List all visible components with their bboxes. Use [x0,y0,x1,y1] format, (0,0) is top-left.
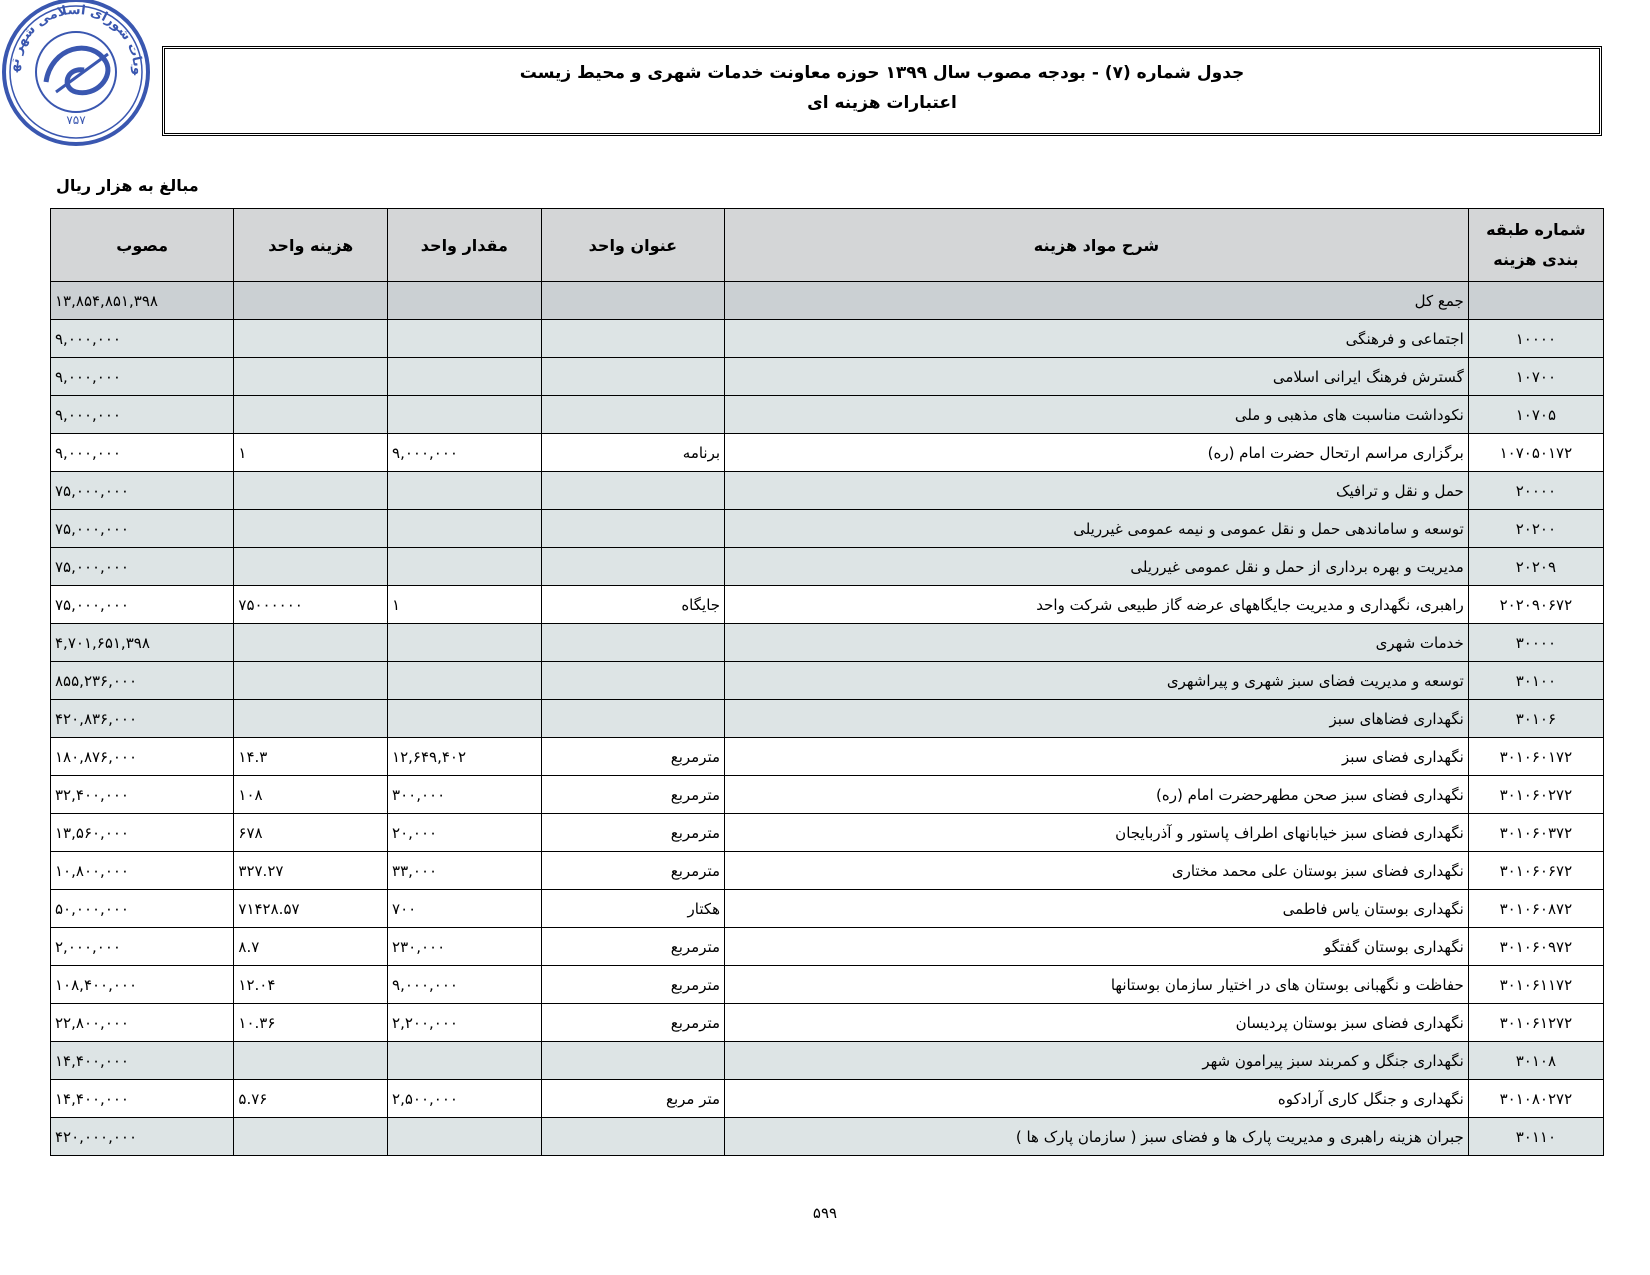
cell-code: ۳۰۱۰۶۰۲۷۲ [1468,776,1603,814]
cell-approved: ۱۰,۸۰۰,۰۰۰ [51,852,234,890]
cell-unit-title: جایگاه [541,586,724,624]
cell-unit-title: مترمربع [541,738,724,776]
cell-code: ۳۰۱۰۸۰۲۷۲ [1468,1080,1603,1118]
cell-description: نگهداری و جنگل کاری آرادکوه [725,1080,1469,1118]
cell-approved: ۹,۰۰۰,۰۰۰ [51,320,234,358]
cell-approved: ۷۵,۰۰۰,۰۰۰ [51,586,234,624]
cell-unit-qty: ۹,۰۰۰,۰۰۰ [388,966,542,1004]
cell-unit-qty: ۱ [388,586,542,624]
table-row [51,1080,1604,1118]
budget-table [50,208,1604,1156]
cell-unit-qty [388,472,542,510]
cell-unit-title: مترمربع [541,966,724,1004]
cell-unit-qty [388,320,542,358]
cell-unit-cost: ۱ [234,434,388,472]
cell-approved: ۱۴,۴۰۰,۰۰۰ [51,1042,234,1080]
col-header-unit-cost: هزینه واحد [234,209,388,282]
cell-description: جبران هزینه راهبری و مدیریت پارک ها و فضای سبز ( سازمان پارک ها ) [725,1118,1469,1156]
cell-description: نگهداری فضای سبز [725,738,1469,776]
cell-unit-title [541,510,724,548]
cell-unit-title: مترمربع [541,1004,724,1042]
cell-code: ۲۰۲۰۹۰۶۷۲ [1468,586,1603,624]
council-seal-stamp [0,0,156,152]
table-row [51,320,1604,358]
col-header-approved: مصوب [51,209,234,282]
cell-approved: ۷۵,۰۰۰,۰۰۰ [51,510,234,548]
cell-code: ۳۰۱۰۶۰۶۷۲ [1468,852,1603,890]
cell-unit-qty [388,1042,542,1080]
page-subtitle: اعتبارات هزینه ای [807,93,957,113]
table-row [51,814,1604,852]
col-header-code: شماره طبقه بندی هزینه [1468,209,1603,282]
seal-number: ۷۵۷ [66,113,86,127]
table-row [51,1042,1604,1080]
cell-description: نگهداری فضاهای سبز [725,700,1469,738]
cell-description: جمع کل [725,282,1469,320]
cell-unit-qty: ۳۳,۰۰۰ [388,852,542,890]
cell-approved: ۲۲,۸۰۰,۰۰۰ [51,1004,234,1042]
table-row [51,1118,1604,1156]
cell-unit-cost: ۶۷۸ [234,814,388,852]
table-row [51,434,1604,472]
cell-unit-title [541,624,724,662]
table-row [51,396,1604,434]
cell-unit-cost: ۸.۷ [234,928,388,966]
cell-unit-qty [388,624,542,662]
table-row [51,852,1604,890]
table-row [51,776,1604,814]
table-row [51,358,1604,396]
cell-unit-title: مترمربع [541,814,724,852]
cell-unit-cost [234,358,388,396]
cell-approved: ۸۵۵,۲۳۶,۰۰۰ [51,662,234,700]
cell-code: ۳۰۱۰۶ [1468,700,1603,738]
cell-unit-cost [234,700,388,738]
seal-text: وبات شورای اسلامی شهر ته [6,2,146,76]
cell-approved: ۱۰۸,۴۰۰,۰۰۰ [51,966,234,1004]
cell-description: نکوداشت مناسبت های مذهبی و ملی [725,396,1469,434]
cell-unit-title: متر مربع [541,1080,724,1118]
cell-approved: ۱۳,۵۶۰,۰۰۰ [51,814,234,852]
cell-unit-title: مترمربع [541,928,724,966]
cell-description: توسعه و مدیریت فضای سبز شهری و پیراشهری [725,662,1469,700]
cell-unit-cost: ۳۲۷.۲۷ [234,852,388,890]
cell-description: نگهداری جنگل و کمربند سبز پیرامون شهر [725,1042,1469,1080]
col-header-unit-qty: مقدار واحد [388,209,542,282]
cell-approved: ۴۲۰,۸۳۶,۰۰۰ [51,700,234,738]
cell-unit-qty [388,548,542,586]
cell-description: نگهداری فضای سبز بوستان علی محمد مختاری [725,852,1469,890]
cell-description: گسترش فرهنگ ایرانی اسلامی [725,358,1469,396]
table-row [51,510,1604,548]
table-row [51,624,1604,662]
cell-unit-cost [234,510,388,548]
cell-unit-cost: ۷۵۰۰۰۰۰۰ [234,586,388,624]
cell-unit-title: مترمربع [541,776,724,814]
table-row [51,662,1604,700]
cell-unit-cost: ۱۴.۳ [234,738,388,776]
table-row [51,548,1604,586]
cell-code: ۱۰۷۰۰ [1468,358,1603,396]
cell-approved: ۷۵,۰۰۰,۰۰۰ [51,472,234,510]
cell-code: ۱۰۰۰۰ [1468,320,1603,358]
cell-approved: ۴۲۰,۰۰۰,۰۰۰ [51,1118,234,1156]
cell-unit-qty: ۲۳۰,۰۰۰ [388,928,542,966]
cell-code: ۳۰۱۰۶۰۱۷۲ [1468,738,1603,776]
table-row [51,738,1604,776]
table-row [51,700,1604,738]
cell-unit-title: هکتار [541,890,724,928]
cell-unit-title: مترمربع [541,852,724,890]
cell-code: ۳۰۱۱۰ [1468,1118,1603,1156]
cell-unit-cost [234,1118,388,1156]
cell-unit-cost [234,282,388,320]
cell-unit-title [541,662,724,700]
cell-unit-cost [234,320,388,358]
cell-description: راهبری، نگهداری و مدیریت جایگاههای عرضه گاز طبیعی شرکت واحد [725,586,1469,624]
cell-unit-cost: ۱۰۸ [234,776,388,814]
cell-unit-title [541,700,724,738]
cell-unit-qty: ۱۲,۶۴۹,۴۰۲ [388,738,542,776]
col-header-unit-title: عنوان واحد [541,209,724,282]
cell-unit-title [541,320,724,358]
cell-code: ۲۰۰۰۰ [1468,472,1603,510]
cell-description: توسعه و ساماندهی حمل و نقل عمومی و نیمه عمومی غیرریلی [725,510,1469,548]
svg-text:مصوبات شورای اسلامی شهر تهران [0,0,145,76]
cell-unit-qty: ۲,۵۰۰,۰۰۰ [388,1080,542,1118]
cell-unit-qty: ۳۰۰,۰۰۰ [388,776,542,814]
cell-description: حفاظت و نگهبانی بوستان های در اختیار سازمان بوستانها [725,966,1469,1004]
currency-unit-note: مبالغ به هزار ریال [56,176,199,195]
cell-description: مدیریت و بهره برداری از حمل و نقل عمومی غیرریلی [725,548,1469,586]
cell-unit-title [541,1042,724,1080]
cell-code: ۳۰۱۰۶۰۹۷۲ [1468,928,1603,966]
cell-unit-qty: ۲۰,۰۰۰ [388,814,542,852]
cell-approved: ۲,۰۰۰,۰۰۰ [51,928,234,966]
table-row [51,586,1604,624]
cell-unit-cost: ۵.۷۶ [234,1080,388,1118]
cell-description: نگهداری بوستان یاس فاطمی [725,890,1469,928]
cell-unit-qty [388,396,542,434]
cell-code: ۱۰۷۰۵ [1468,396,1603,434]
cell-unit-cost: ۷۱۴۲۸.۵۷ [234,890,388,928]
cell-description: خدمات شهری [725,624,1469,662]
cell-unit-qty [388,358,542,396]
page-title: جدول شماره (۷) - بودجه مصوب سال ۱۳۹۹ حوزه معاونت خدمات شهری و محیط زیست [519,63,1245,83]
cell-code: ۳۰۱۰۶۱۱۷۲ [1468,966,1603,1004]
cell-unit-qty: ۷۰۰ [388,890,542,928]
cell-description: اجتماعی و فرهنگی [725,320,1469,358]
cell-code: ۱۰۷۰۵۰۱۷۲ [1468,434,1603,472]
cell-code: ۲۰۲۰۹ [1468,548,1603,586]
table-row [51,890,1604,928]
cell-code [1468,282,1603,320]
cell-unit-cost [234,472,388,510]
cell-description: حمل و نقل و ترافیک [725,472,1469,510]
cell-unit-cost: ۱۲.۰۴ [234,966,388,1004]
table-body [51,282,1604,1156]
page-number: ۵۹۹ [812,1204,838,1222]
cell-description: نگهداری فضای سبز خیابانهای اطراف پاستور و آذربایجان [725,814,1469,852]
table-row [51,472,1604,510]
cell-approved: ۱۴,۴۰۰,۰۰۰ [51,1080,234,1118]
cell-unit-qty [388,1118,542,1156]
cell-code: ۳۰۱۰۶۰۸۷۲ [1468,890,1603,928]
cell-unit-title [541,396,724,434]
cell-unit-cost [234,396,388,434]
cell-unit-cost [234,1042,388,1080]
cell-approved: ۵۰,۰۰۰,۰۰۰ [51,890,234,928]
cell-description: نگهداری فضای سبز بوستان پردیسان [725,1004,1469,1042]
table-row [51,966,1604,1004]
cell-unit-qty: ۲,۲۰۰,۰۰۰ [388,1004,542,1042]
cell-unit-cost [234,548,388,586]
cell-code: ۳۰۱۰۶۱۲۷۲ [1468,1004,1603,1042]
cell-approved: ۱۳,۸۵۴,۸۵۱,۳۹۸ [51,282,234,320]
cell-unit-title [541,358,724,396]
cell-unit-qty [388,700,542,738]
cell-code: ۲۰۲۰۰ [1468,510,1603,548]
cell-unit-title [541,1118,724,1156]
cell-code: ۳۰۱۰۸ [1468,1042,1603,1080]
cell-unit-title [541,472,724,510]
cell-code: ۳۰۰۰۰ [1468,624,1603,662]
cell-unit-qty [388,662,542,700]
cell-unit-title [541,282,724,320]
cell-approved: ۱۸۰,۸۷۶,۰۰۰ [51,738,234,776]
table-row [51,282,1604,320]
table-row [51,1004,1604,1042]
cell-approved: ۷۵,۰۰۰,۰۰۰ [51,548,234,586]
cell-description: نگهداری بوستان گفتگو [725,928,1469,966]
cell-unit-qty: ۹,۰۰۰,۰۰۰ [388,434,542,472]
title-box [162,46,1602,136]
cell-description: نگهداری فضای سبز صحن مطهرحضرت امام (ره) [725,776,1469,814]
cell-unit-title: برنامه [541,434,724,472]
cell-code: ۳۰۱۰۶۰۳۷۲ [1468,814,1603,852]
cell-approved: ۹,۰۰۰,۰۰۰ [51,396,234,434]
cell-approved: ۴,۷۰۱,۶۵۱,۳۹۸ [51,624,234,662]
cell-unit-qty [388,510,542,548]
cell-unit-cost: ۱۰.۳۶ [234,1004,388,1042]
table-header-row [51,209,1604,282]
cell-unit-cost [234,624,388,662]
col-header-description: شرح مواد هزینه [725,209,1469,282]
table-row [51,928,1604,966]
cell-unit-cost [234,662,388,700]
cell-approved: ۹,۰۰۰,۰۰۰ [51,358,234,396]
cell-unit-title [541,548,724,586]
cell-description: برگزاری مراسم ارتحال حضرت امام (ره) [725,434,1469,472]
cell-code: ۳۰۱۰۰ [1468,662,1603,700]
cell-approved: ۳۲,۴۰۰,۰۰۰ [51,776,234,814]
cell-unit-qty [388,282,542,320]
cell-approved: ۹,۰۰۰,۰۰۰ [51,434,234,472]
